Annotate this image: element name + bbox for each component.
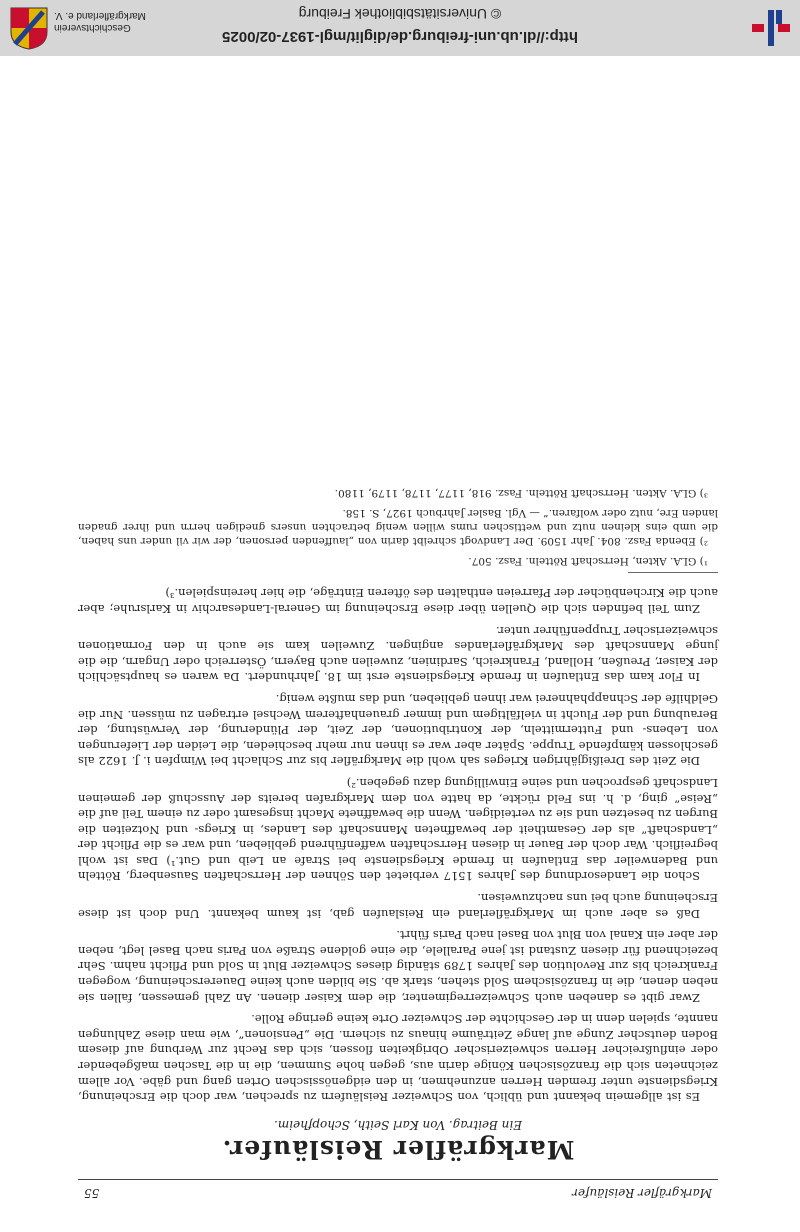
copyright-notice: © Universitätsbibliothek Freiburg	[298, 6, 502, 22]
scanned-page	[78, 190, 718, 1200]
body-paragraph: Schon die Landesordnung des Jahres 1517 verbietet den Söhnen der Herrschaften Sausenberg, Rötteln und Badenweiler das Entlaufen in fremde Kriegsdienste bei Strafe an Leib und Gut.¹) Das ist wohl begreiflich. War doch der Bauer in diesen Herrschaften waffenführend geblieben, und war es die Pflicht der „Landschaft“ als der Gesamtheit der bewaffneten Mannschaft des Landes, in Kriegs- und Notzeiten die Burgen zu besetzen und sie zu verteidigen. Wenn die bewaffnete Macht insgesamt oder zu einem Teil auf die „Reise“ ging, d. h. ins Feld rückte, da hatte von dem Markgrafen bereits der Ausschuß der gemeinen Landschaft gesprochen und seine Einwilligung dazu gegeben.²)	[78, 775, 718, 884]
running-head	[78, 1179, 718, 1200]
footnote: ³) GLA. Akten. Herrschaft Rötteln. Fasz. 918, 1177, 1178, 1179, 1180.	[334, 486, 708, 499]
body-paragraph: Die Zeit des Dreißigjährigen Krieges sah wohl die Markgräfler bis zur Schlacht bei Wimpfen i. J. 1622 als geschlossen kämpfende Truppe. Später aber war es ihnen nur mehr beschieden, die Leiden der Lieferungen von Lebens- und Futtermitteln, der Kontributionen, der Zeit, der Plünderung, der Verwüstung, der Beraubung und der Flucht in vielfältigem und immer grauenhafterem Wechsel ertragen zu müssen. Nur die Geldhilfe der Schnapphahnerei war ihnen geblieben, und das mußte wenig.	[78, 691, 718, 769]
footnote-divider	[628, 572, 718, 573]
running-head-title: Markgräfler Reisläufer	[572, 1186, 712, 1200]
coat-of-arms-icon	[9, 6, 49, 50]
article-byline: Ein Beitrag. Von Karl Seith, Schopfheim.	[274, 1117, 522, 1132]
society-name: Geschichtsverein Markgräflerland e. V.	[54, 10, 146, 33]
footnotes	[78, 486, 718, 568]
footnote: ¹) GLA. Akten, Herrschaft Rötteln. Fasz. 507.	[468, 554, 708, 567]
university-library-logo-icon	[748, 6, 792, 50]
body-paragraph: In Flor kam das Entlaufen in fremde Kriegsdienste erst im 18. Jahrhundert. Da waren es hauptsächlich der Kaiser, Preußen, Holland, Frankreich, Sardinien, zuweilen auch Bayern, Österreich oder Ungarn, die die junge Mannschaft des Markgräflerlandes angingen. Zuweilen kam sie auch in den Formationen schweizerischer Truppenführer unter.	[78, 623, 718, 685]
body-paragraph: Zwar gibt es daneben auch Schweizerregimenter, die dem Kaiser dienen. An Zahl gemessen, fallen sie neben denen, die in französischem Sold stehen, stark ab. Sie bilden auch keine Dauererscheinung, wogegen Frankreich bis zur Revolution des Jahres 1789 ständig dieses Schweizer Blut in Sold und Pflicht nahm. Sehr bezeichnend für diesen Zustand ist jene Parallele, die eine goldene Straße von Paris nach Basel legt, neben der aber ein Kanal von Blut von Basel nach Paris führt.	[78, 928, 718, 1005]
footnote: ²) Ebenda Fasz. 804. Jahr 1509. Der Landvogt schreibt darin von „lauffenden personen, der wir vil under uns haben, die umb eins kleinen nutz und wettischen rums willen wenig betrachten unsers gnedigen herrn und ihrer gnaden landen Ere, nutz oder wolfaren.“ — Vgl. Basler Jahrbuch 1927, S. 158.	[78, 506, 718, 547]
article-title: Markgräfler Reisläufer.	[221, 1135, 575, 1165]
viewer-header-bar	[0, 0, 800, 56]
body-paragraph: Es ist allgemein bekannt und üblich, von Schweizer Reisläufern zu sprechen, war doch die Erscheinung, Kriegsdienste unter fremden Herren anzunehmen, in den eidgenössischen Orten gang und gäbe. Vor allem zeichneten sich die französischen Könige darin aus, gegen hohe Summen, die in die Taschen maßgebender oder einflußreicher Herren schweizerischer Obrigkeiten flossen, sich das Recht zur Werbung auf diesem Boden deutscher Zunge auf lange Zeiträume hinaus zu sichern. Die „Pensionen“, wie man diese Zahlungen nannte, spielen denn in der Geschichte der Schweizer Orte keine geringe Rolle.	[78, 1012, 718, 1105]
body-paragraph: Zum Teil befinden sich die Quellen über diese Erscheinung im General-Landesarchiv in Karlsruhe; aber auch die Kirchenbücher der Pfarreien enthalten des öfteren Einträge, die hier hereinspielen.³)	[78, 586, 718, 616]
permalink-url[interactable]: http://dl.ub.uni-freiburg.de/diglit/mgl-1937-02/0025	[222, 28, 578, 45]
page-number: 55	[84, 1186, 100, 1200]
body-paragraph: Daß es aber auch im Markgräflerland ein Reislaufen gab, ist kaum bekannt. Und doch ist diese Erscheinung auch bei uns nachzuweisen.	[78, 891, 718, 921]
